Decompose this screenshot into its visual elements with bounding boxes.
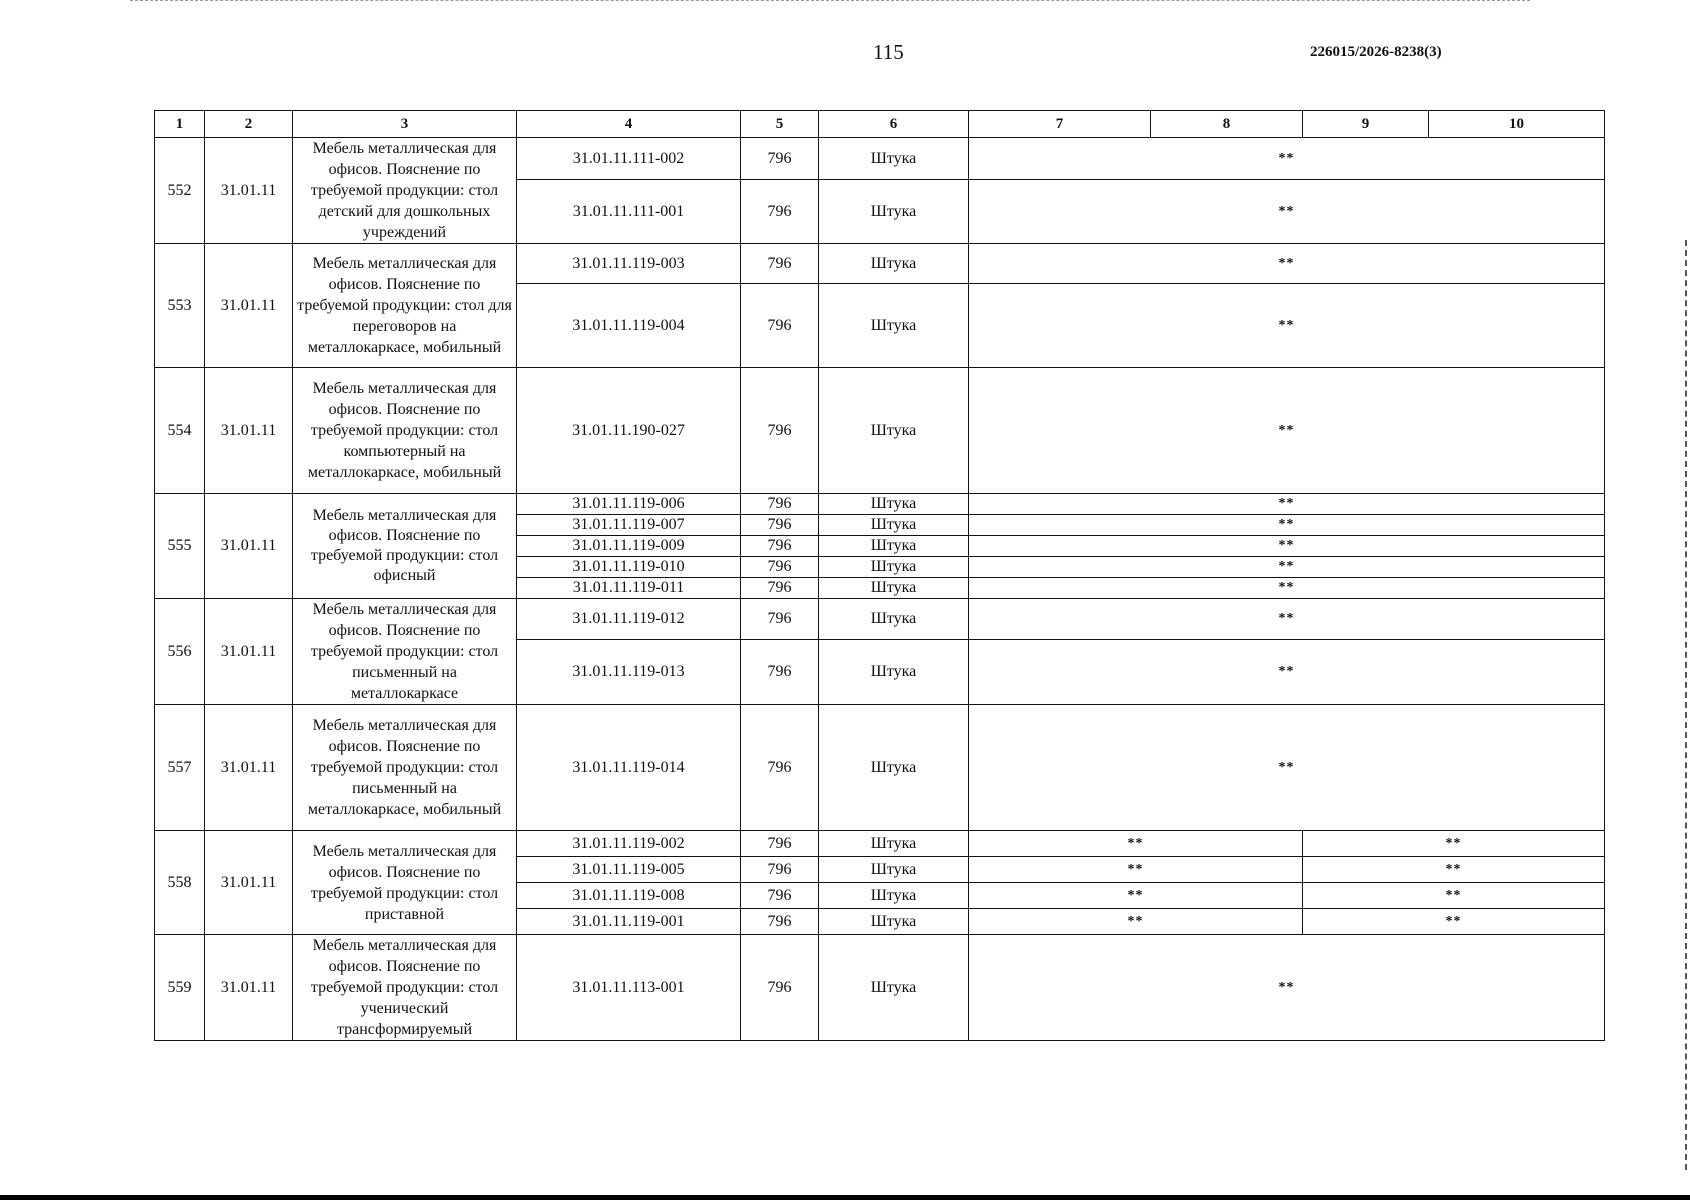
col-header-8: 8	[1151, 111, 1303, 138]
merged-mark: **	[969, 578, 1605, 599]
ktru-code: 31.01.11.119-005	[517, 857, 741, 883]
col-header-2: 2	[205, 111, 293, 138]
table-row	[155, 138, 1605, 180]
table-row	[155, 599, 1605, 640]
bottom-scan-bar	[0, 1195, 1690, 1200]
row-number: 559	[155, 935, 205, 1041]
unit-name: Штука	[819, 831, 969, 857]
unit-name: Штука	[819, 368, 969, 494]
row-number: 553	[155, 244, 205, 368]
unit-name: Штука	[819, 639, 969, 704]
mark-left: **	[969, 883, 1303, 909]
col-header-3: 3	[293, 111, 517, 138]
ktru-code: 31.01.11.119-013	[517, 639, 741, 704]
unit-name: Штука	[819, 935, 969, 1041]
merged-mark: **	[969, 599, 1605, 640]
mark-right: **	[1303, 883, 1605, 909]
unit-name: Штука	[819, 599, 969, 640]
okei-code: 796	[741, 705, 819, 831]
mark-left: **	[969, 857, 1303, 883]
ktru-code: 31.01.11.119-014	[517, 705, 741, 831]
unit-name: Штука	[819, 578, 969, 599]
row-number: 554	[155, 368, 205, 494]
okpd-code: 31.01.11	[205, 138, 293, 244]
okei-code: 796	[741, 536, 819, 557]
merged-mark: **	[969, 536, 1605, 557]
unit-name: Штука	[819, 244, 969, 284]
okei-code: 796	[741, 180, 819, 244]
okei-code: 796	[741, 515, 819, 536]
table-row	[155, 494, 1605, 515]
col-header-7: 7	[969, 111, 1151, 138]
merged-mark: **	[969, 705, 1605, 831]
merged-mark: **	[969, 180, 1605, 244]
ktru-code: 31.01.11.119-004	[517, 284, 741, 368]
row-number: 558	[155, 831, 205, 935]
product-description: Мебель металлическая для офисов. Пояснение по требуемой продукции: стол приставной	[293, 831, 517, 935]
product-table	[154, 110, 1605, 1041]
unit-name: Штука	[819, 857, 969, 883]
product-description: Мебель металлическая для офисов. Пояснение по требуемой продукции: стол письменный на металлокаркасе	[293, 599, 517, 705]
table-row	[155, 935, 1605, 1041]
merged-mark: **	[969, 935, 1605, 1041]
okei-code: 796	[741, 639, 819, 704]
ktru-code: 31.01.11.119-010	[517, 557, 741, 578]
ktru-code: 31.01.11.119-012	[517, 599, 741, 640]
okei-code: 796	[741, 138, 819, 180]
okei-code: 796	[741, 494, 819, 515]
merged-mark: **	[969, 138, 1605, 180]
row-number: 556	[155, 599, 205, 705]
okei-code: 796	[741, 284, 819, 368]
product-description: Мебель металлическая для офисов. Пояснение по требуемой продукции: стол компьютерный на металлокаркасе, мобильный	[293, 368, 517, 494]
okei-code: 796	[741, 557, 819, 578]
unit-name: Штука	[819, 705, 969, 831]
okei-code: 796	[741, 831, 819, 857]
merged-mark: **	[969, 639, 1605, 704]
okei-code: 796	[741, 244, 819, 284]
col-header-4: 4	[517, 111, 741, 138]
okpd-code: 31.01.11	[205, 935, 293, 1041]
col-header-1: 1	[155, 111, 205, 138]
ktru-code: 31.01.11.119-009	[517, 536, 741, 557]
mark-right: **	[1303, 909, 1605, 935]
document-id: 226015/2026-8238(3)	[1310, 44, 1442, 60]
row-number: 557	[155, 705, 205, 831]
unit-name: Штука	[819, 515, 969, 536]
row-number: 555	[155, 494, 205, 599]
table-row	[155, 244, 1605, 284]
ktru-code: 31.01.11.119-006	[517, 494, 741, 515]
okei-code: 796	[741, 368, 819, 494]
product-description: Мебель металлическая для офисов. Пояснение по требуемой продукции: стол офисный	[293, 494, 517, 599]
okpd-code: 31.01.11	[205, 368, 293, 494]
ktru-code: 31.01.11.111-001	[517, 180, 741, 244]
unit-name: Штука	[819, 494, 969, 515]
col-header-5: 5	[741, 111, 819, 138]
merged-mark: **	[969, 557, 1605, 578]
table-row	[155, 368, 1605, 494]
mark-right: **	[1303, 831, 1605, 857]
product-description: Мебель металлическая для офисов. Пояснение по требуемой продукции: стол письменный на металлокаркасе, мобильный	[293, 705, 517, 831]
ktru-code: 31.01.11.113-001	[517, 935, 741, 1041]
merged-mark: **	[969, 368, 1605, 494]
okei-code: 796	[741, 883, 819, 909]
ktru-code: 31.01.11.111-002	[517, 138, 741, 180]
row-number: 552	[155, 138, 205, 244]
unit-name: Штука	[819, 284, 969, 368]
okpd-code: 31.01.11	[205, 831, 293, 935]
ktru-code: 31.01.11.119-011	[517, 578, 741, 599]
mark-right: **	[1303, 857, 1605, 883]
table-row	[155, 705, 1605, 831]
mark-left: **	[969, 831, 1303, 857]
col-header-6: 6	[819, 111, 969, 138]
okei-code: 796	[741, 599, 819, 640]
col-header-9: 9	[1303, 111, 1429, 138]
ktru-code: 31.01.11.190-027	[517, 368, 741, 494]
unit-name: Штука	[819, 536, 969, 557]
okei-code: 796	[741, 857, 819, 883]
okpd-code: 31.01.11	[205, 599, 293, 705]
merged-mark: **	[969, 244, 1605, 284]
okei-code: 796	[741, 909, 819, 935]
okei-code: 796	[741, 935, 819, 1041]
okei-code: 796	[741, 578, 819, 599]
unit-name: Штука	[819, 138, 969, 180]
product-description: Мебель металлическая для офисов. Пояснение по требуемой продукции: стол детский для дошкольных учреждений	[293, 138, 517, 244]
merged-mark: **	[969, 494, 1605, 515]
okpd-code: 31.01.11	[205, 494, 293, 599]
ktru-code: 31.01.11.119-001	[517, 909, 741, 935]
right-scan-edge	[1685, 240, 1690, 1170]
ktru-code: 31.01.11.119-003	[517, 244, 741, 284]
unit-name: Штука	[819, 883, 969, 909]
unit-name: Штука	[819, 909, 969, 935]
page-number: 115	[873, 40, 904, 64]
okpd-code: 31.01.11	[205, 705, 293, 831]
ktru-code: 31.01.11.119-007	[517, 515, 741, 536]
merged-mark: **	[969, 284, 1605, 368]
table-header-row	[155, 111, 1605, 138]
product-description: Мебель металлическая для офисов. Пояснение по требуемой продукции: стол ученический трансформируемый	[293, 935, 517, 1041]
merged-mark: **	[969, 515, 1605, 536]
ktru-code: 31.01.11.119-002	[517, 831, 741, 857]
product-description: Мебель металлическая для офисов. Пояснение по требуемой продукции: стол для переговоров на металлокаркасе, мобильный	[293, 244, 517, 368]
mark-left: **	[969, 909, 1303, 935]
unit-name: Штука	[819, 180, 969, 244]
top-scan-line	[130, 0, 1530, 3]
col-header-10: 10	[1429, 111, 1605, 138]
ktru-code: 31.01.11.119-008	[517, 883, 741, 909]
table-row	[155, 831, 1605, 857]
okpd-code: 31.01.11	[205, 244, 293, 368]
unit-name: Штука	[819, 557, 969, 578]
